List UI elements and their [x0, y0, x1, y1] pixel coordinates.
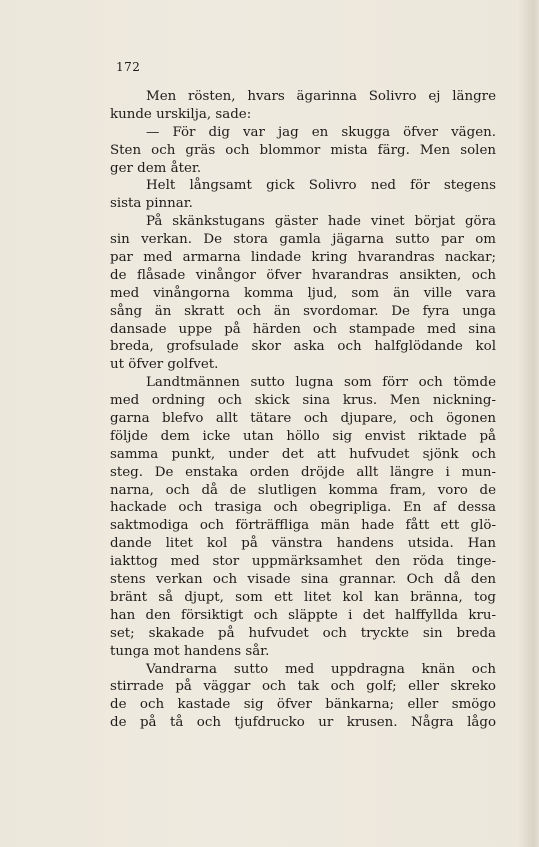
text-line: Helt långsamt gick Solivro ned för stegens [146, 178, 496, 194]
text-line: — För dig var jag en skugga öfver vägen. [146, 124, 496, 140]
text-line: med ordning och skick sina krus. Men nickning- [110, 393, 496, 409]
text-line: set; skakade på hufvudet och tryckte sin breda [110, 625, 496, 641]
text-line: iakttog med stor uppmärksamhet den röda tinge- [110, 554, 496, 570]
text-line: hackade och trasiga och obegripliga. En af dessa [110, 500, 496, 516]
text-line: narna, och då de slutligen komma fram, voro de [110, 482, 496, 498]
text-line: sång än skratt och än svordomar. De fyra unga [110, 303, 496, 319]
text-line: dansade uppe på härden och stampade med sina [110, 321, 496, 337]
text-line: saktmodiga och förträffliga män hade fått ett glö- [110, 518, 496, 534]
text-line: par med armarna lindade kring hvarandras nackar; [110, 250, 496, 266]
text-line: dande litet kol på vänstra handens utsida. Han [110, 536, 496, 552]
text-line: På skänkstugans gäster hade vinet börjat göra [146, 214, 496, 230]
text-line: Men rösten, hvars ägarinna Solivro ej längre [146, 89, 496, 104]
text-line: de på tå och tjufdrucko ur krusen. Några lågo [110, 715, 496, 731]
text-line: stirrade på väggar och tak och golf; eller skreko [110, 679, 496, 695]
text-line: steg. De enstaka orden dröjde allt längre i mun- [110, 464, 496, 480]
text-line: garna blefvo allt tätare och djupare, och ögonen [110, 411, 496, 427]
text-line: bränt så djupt, som ett litet kol kan bränna, tog [110, 589, 496, 605]
text-line: ger dem åter. [110, 160, 202, 176]
text-line: samma punkt, under det att hufvudet sjönk och [110, 446, 496, 462]
text-line: tunga mot handens sår. [110, 643, 270, 659]
page-number: 172 [116, 60, 141, 74]
text-line: de flåsade vinångor öfver hvarandras ansikten, och [110, 267, 496, 283]
text-line: ut öfver golfvet. [110, 357, 219, 373]
text-line: Landtmännen sutto lugna som förr och tömde [146, 375, 496, 391]
body-text [110, 88, 496, 732]
text-line: sista pinnar. [110, 196, 193, 212]
text-line: Vandrarna sutto med uppdragna knän och [146, 661, 496, 677]
text-line: stens verkan och visade sina grannar. Och då den [110, 572, 496, 588]
text-line: de och kastade sig öfver bänkarna; eller smögo [110, 697, 496, 713]
text-line: sin verkan. De stora gamla jägarna sutto par om [110, 232, 496, 248]
text-line: han den försiktigt och släppte i det halffyllda kru- [110, 607, 496, 623]
text-line: breda, grofsulade skor aska och halfglödande kol [110, 339, 496, 355]
text-line: följde dem icke utan höllo sig envist riktade på [110, 428, 496, 444]
text-line: kunde urskilja, sade: [110, 106, 252, 122]
text-line: med vinångorna komma ljud, som än ville vara [110, 285, 496, 301]
text-line: Sten och gräs och blommor mista färg. Men solen [110, 142, 496, 158]
